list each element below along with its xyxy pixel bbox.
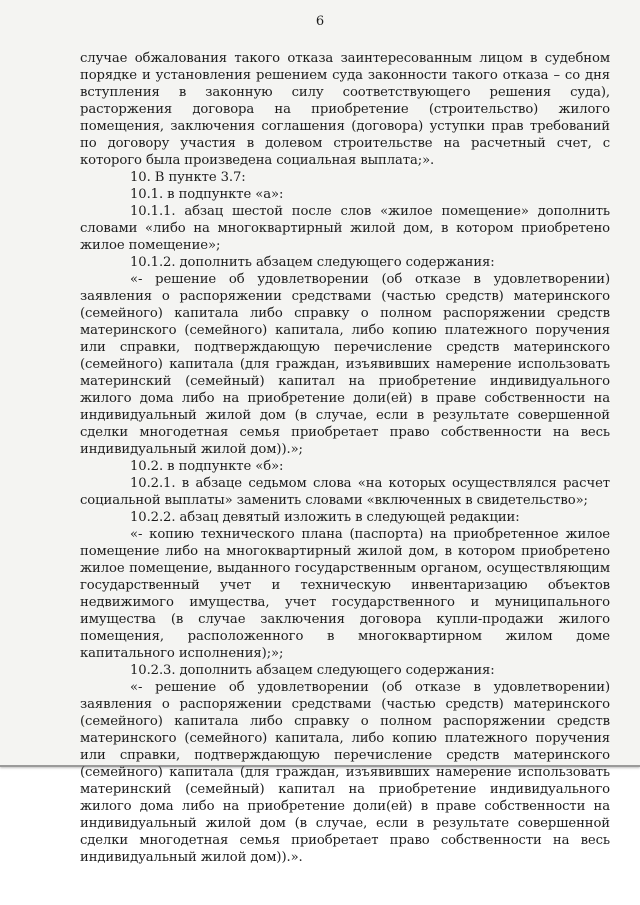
paragraph: «- решение об удовлетворении (об отказе в удовлетворении) заявления о распоряжении средствами (частью средств) материнского (семейного) капитала либо справку о полном распоряжении средств материнского (семейного) капитала, либо копию платежного поручения или справки, подтверждающую перечисление средств материнского (семейного) капитала (для граждан, изъявивших намерение использовать материнский (семейный) капитал на приобретение индивидуального жилого дома либо на приобретение доли(ей) в праве собственности на индивидуальный жилой дом (в случае, если в результате совершенной сделки многодетная семья приобретает право собственности на весь индивидуальный жилой дом)).»; [80,272,610,457]
paragraph: «- решение об удовлетворении (об отказе в удовлетворении) заявления о распоряжении средствами (частью средств) материнского (семейного) капитала либо справку о полном распоряжении средств материнского (семейного) капитала, либо копию платежного поручения или справки, подтверждающую перечисление средств материнского (семейного) капитала (для граждан, изъявивших намерение использовать материнский (семейный) капитал на приобретение индивидуального жилого дома либо на приобретение доли(ей) в праве собственности на индивидуальный жилой дом (в случае, если в результате совершенной сделки многодетная семья приобретает право собственности на весь индивидуальный жилой дом)).». [80,680,610,865]
paragraph: 10.2. в подпункте «б»: [130,459,284,474]
paragraph: 10.2.1. в абзаце седьмом слова «на которых осуществлялся расчет социальной выплаты» заменить словами «включенных в свидетельство»; [80,476,610,508]
paragraph: 10.2.3. дополнить абзацем следующего содержания: [130,663,495,678]
paragraph: 10.1.2. дополнить абзацем следующего содержания: [130,255,495,270]
paragraph: 10. В пункте 3.7: [130,170,246,185]
paragraph: «- копию технического плана (паспорта) на приобретенное жилое помещение либо на многоквартирный жилой дом, в котором приобретено жилое помещение, выданного государственным органом, осуществляющим государственный учет и техническую инвентаризацию объектов недвижимого имущества, учет государственного и муниципального имущества (в случае заключения договора купли-продажи жилого помещения, расположенного в многоквартирном жилом доме капитального исполнения);»; [80,527,610,661]
paragraph: случае обжалования такого отказа заинтересованным лицом в судебном порядке и установления решением суда законности такого отказа – со дня вступления в законную силу соответствующего решения суда), расторжения договора на приобретение (строительство) жилого помещения, заключения соглашения (договора) уступки прав требований по договору участия в долевом строительстве на расчетный счет, с которого была произведена социальная выплата;». [80,51,610,168]
page-number: 6 [315,14,325,29]
paragraph: 10.1. в подпункте «а»: [130,187,284,202]
paragraph: 10.1.1. абзац шестой после слов «жилое помещение» дополнить словами «либо на многоквартирный жилой дом, в котором приобретено жилое помещение»; [80,204,610,253]
paragraph: 10.2.2. абзац девятый изложить в следующей редакции: [130,510,520,525]
document-body [80,50,610,866]
